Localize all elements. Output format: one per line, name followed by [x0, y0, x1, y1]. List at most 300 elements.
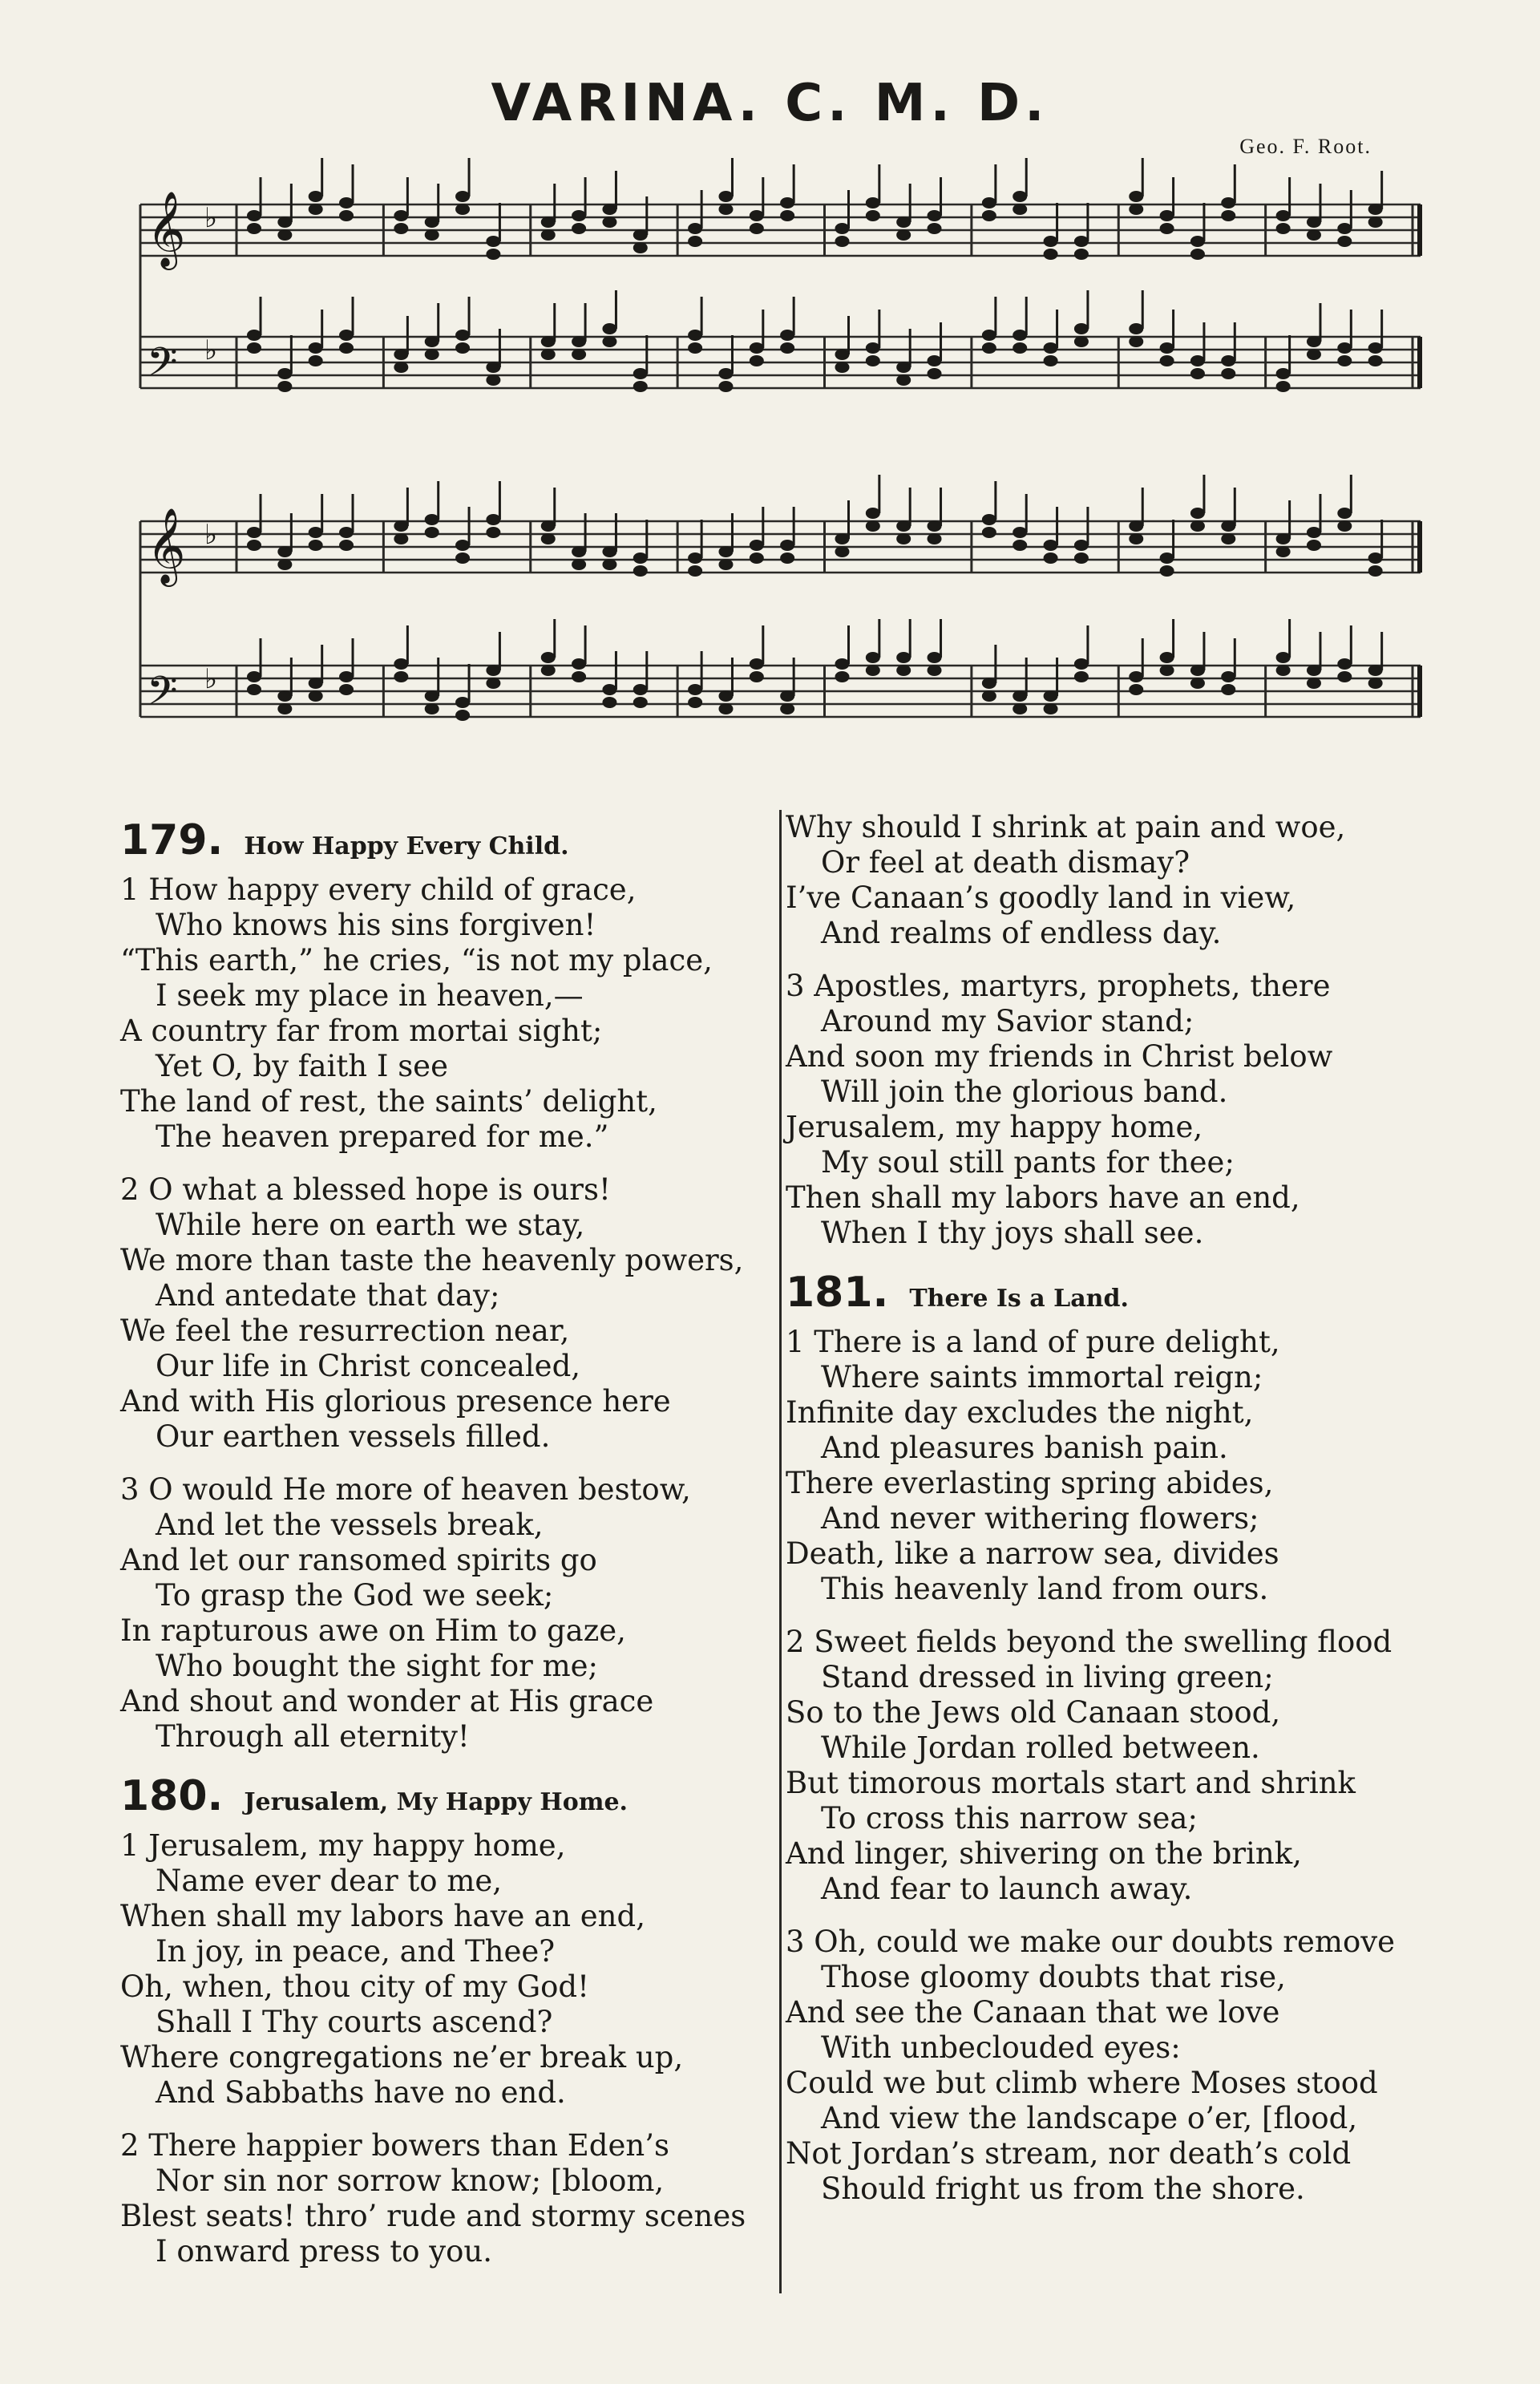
verse-line: Could we but climb where Moses stood: [786, 2066, 1378, 2100]
verse-line: 2 Sweet fields beyond the swelling flood: [786, 1625, 1392, 1659]
verse-line: To cross this narrow sea;: [821, 1801, 1198, 1836]
left-column: [120, 810, 778, 2287]
note-head: [602, 684, 616, 695]
note-head: [835, 658, 850, 670]
note-head: [866, 665, 880, 676]
note-head: [1044, 703, 1058, 714]
verse-line: 3 O would He more of heaven bestow,: [120, 1472, 691, 1507]
note-head: [896, 374, 911, 386]
note-head: [1368, 342, 1383, 354]
final-bar-thick: [1417, 204, 1422, 256]
note-head: [750, 552, 764, 564]
verse-line: Why should I shrink at pain and woe,: [786, 810, 1346, 844]
flat-icon: ♭: [204, 663, 218, 695]
column-divider: [779, 810, 782, 2293]
note-head: [928, 533, 942, 544]
verse-line: And never withering flowers;: [821, 1501, 1259, 1536]
stanza: [120, 1472, 778, 1755]
note-head: [247, 223, 261, 234]
note-head: [1129, 520, 1143, 532]
note-head: [339, 210, 354, 221]
note-head: [455, 540, 470, 551]
right-column: [786, 810, 1443, 2224]
note-head: [1160, 223, 1174, 234]
verse-line: And with His glorious presence here: [120, 1384, 671, 1419]
stanza: [786, 1925, 1443, 2207]
note-head: [928, 368, 942, 379]
verse-line: I seek my place in heaven,—: [156, 978, 584, 1013]
note-head: [1276, 665, 1291, 676]
note-head: [835, 223, 850, 234]
stanza: [120, 1828, 778, 2111]
note-head: [688, 223, 702, 234]
verse-line: And linger, shivering on the brink,: [786, 1836, 1302, 1871]
note-head: [688, 697, 702, 708]
verse-line: Through all eternity!: [156, 1719, 470, 1754]
note-head: [1368, 217, 1383, 228]
note-head: [486, 665, 500, 676]
note-head: [1160, 665, 1174, 676]
note-head: [718, 690, 733, 702]
verse-line: There everlasting spring abides,: [786, 1466, 1274, 1500]
note-head: [394, 658, 408, 670]
note-head: [455, 191, 470, 202]
note-head: [750, 355, 764, 366]
note-head: [1129, 336, 1143, 347]
note-head: [602, 217, 616, 228]
note-head: [1160, 552, 1174, 564]
note-head: [688, 330, 702, 341]
note-head: [780, 703, 794, 714]
note-head: [835, 236, 850, 247]
verse-line: This heavenly land from ours.: [821, 1572, 1269, 1606]
note-head: [1368, 565, 1383, 577]
verse-line: 1 How happy every child of grace,: [120, 872, 637, 907]
note-head: [1190, 520, 1205, 532]
note-head: [1190, 355, 1205, 366]
note-head: [572, 546, 586, 557]
note-head: [1074, 552, 1089, 564]
note-head: [718, 368, 733, 379]
note-head: [718, 703, 733, 714]
verse-line: We more than taste the heavenly powers,: [120, 1243, 744, 1277]
treble-clef-icon: 𝄞: [147, 191, 186, 267]
note-head: [1337, 508, 1352, 519]
note-head: [1044, 540, 1058, 551]
note-head: [425, 217, 439, 228]
note-head: [866, 197, 880, 208]
note-head: [1074, 336, 1089, 347]
note-head: [1044, 249, 1058, 260]
note-head: [486, 362, 500, 373]
note-head: [1129, 191, 1143, 202]
verse-line: The land of rest, the saints’ delight,: [120, 1084, 657, 1119]
note-head: [486, 249, 500, 260]
note-head: [486, 236, 500, 247]
note-head: [750, 671, 764, 682]
note-head: [780, 552, 794, 564]
note-head: [835, 546, 850, 557]
note-head: [633, 684, 648, 695]
note-head: [572, 671, 586, 682]
note-head: [1190, 249, 1205, 260]
note-head: [277, 546, 292, 557]
note-head: [541, 533, 556, 544]
note-head: [425, 514, 439, 525]
final-bar-thick: [1417, 666, 1422, 717]
verse-line: I’ve Canaan’s goodly land in view,: [786, 880, 1296, 915]
verse-line: 1 Jerusalem, my happy home,: [120, 1828, 566, 1863]
music-score: [0, 0, 1540, 786]
verse-line: And see the Canaan that we love: [786, 1995, 1280, 2030]
note-head: [1307, 336, 1321, 347]
note-head: [1337, 658, 1352, 670]
note-head: [277, 559, 292, 570]
note-head: [928, 665, 942, 676]
note-head: [633, 381, 648, 392]
note-head: [1221, 210, 1235, 221]
note-head: [309, 355, 323, 366]
note-head: [866, 210, 880, 221]
verse-line: And pleasures banish pain.: [821, 1431, 1228, 1465]
verse-line: Not Jordan’s stream, nor death’s cold: [786, 2136, 1352, 2171]
note-head: [750, 342, 764, 354]
verse-line: And Sabbaths have no end.: [156, 2075, 566, 2110]
verse-line: To grasp the God we seek;: [156, 1578, 554, 1613]
verse-line: My soul still pants for thee;: [821, 1145, 1235, 1180]
note-head: [1276, 368, 1291, 379]
note-head: [718, 191, 733, 202]
note-head: [1160, 210, 1174, 221]
note-head: [277, 229, 292, 241]
note-head: [394, 671, 408, 682]
note-head: [835, 349, 850, 360]
note-head: [835, 362, 850, 373]
note-head: [339, 330, 354, 341]
verse-line: Our life in Christ concealed,: [156, 1349, 581, 1383]
note-head: [1190, 368, 1205, 379]
hymn-number: 180.: [120, 1772, 224, 1820]
note-head: [1160, 652, 1174, 663]
note-head: [572, 336, 586, 347]
note-head: [1221, 197, 1235, 208]
final-bar-thick: [1417, 337, 1422, 388]
note-head: [247, 342, 261, 354]
note-head: [1129, 684, 1143, 695]
verse-line: And shout and wonder at His grace: [120, 1684, 654, 1718]
verse-line: Nor sin nor sorrow know; [bloom,: [156, 2163, 665, 2198]
note-head: [896, 665, 911, 676]
verse-line: And let our ransomed spirits go: [120, 1543, 597, 1577]
note-head: [455, 204, 470, 215]
note-head: [1044, 236, 1058, 247]
note-head: [277, 703, 292, 714]
note-head: [1337, 223, 1352, 234]
note-head: [1337, 520, 1352, 532]
note-head: [486, 527, 500, 538]
note-head: [309, 690, 323, 702]
note-head: [1221, 533, 1235, 544]
note-head: [896, 217, 911, 228]
note-head: [1074, 249, 1089, 260]
note-head: [1190, 508, 1205, 519]
note-head: [928, 520, 942, 532]
verse-line: “This earth,” he cries, “is not my place,: [120, 943, 713, 977]
note-head: [309, 527, 323, 538]
stanza: [120, 2128, 778, 2269]
verse-line: Or feel at death dismay?: [821, 845, 1190, 880]
hymn-title: There Is a Land.: [909, 1285, 1129, 1313]
note-head: [572, 658, 586, 670]
note-head: [455, 330, 470, 341]
note-head: [780, 342, 794, 354]
note-head: [1276, 210, 1291, 221]
note-head: [394, 520, 408, 532]
note-head: [1221, 684, 1235, 695]
note-head: [982, 342, 996, 354]
note-head: [1013, 191, 1027, 202]
note-head: [394, 223, 408, 234]
verse-line: While here on earth we stay,: [156, 1208, 585, 1242]
note-head: [866, 508, 880, 519]
note-head: [1129, 533, 1143, 544]
note-head: [1307, 217, 1321, 228]
note-head: [780, 540, 794, 551]
note-head: [1337, 342, 1352, 354]
note-head: [247, 684, 261, 695]
note-head: [1190, 678, 1205, 689]
note-head: [1368, 678, 1383, 689]
note-head: [896, 533, 911, 544]
note-head: [896, 520, 911, 532]
note-head: [718, 381, 733, 392]
note-head: [1160, 565, 1174, 577]
note-head: [780, 330, 794, 341]
note-head: [541, 229, 556, 241]
note-head: [982, 330, 996, 341]
note-head: [928, 652, 942, 663]
verse-line: Jerusalem, my happy home,: [786, 1110, 1203, 1144]
note-head: [780, 197, 794, 208]
hymn-180: [120, 1772, 778, 2269]
verse-line: Then shall my labors have an end,: [786, 1180, 1300, 1215]
verse-line: In joy, in peace, and Thee?: [156, 1934, 556, 1969]
note-head: [1044, 690, 1058, 702]
note-head: [896, 362, 911, 373]
note-head: [750, 223, 764, 234]
flat-icon: ♭: [204, 519, 218, 551]
note-head: [339, 197, 354, 208]
note-head: [339, 671, 354, 682]
note-head: [750, 658, 764, 670]
note-head: [982, 690, 996, 702]
note-head: [1337, 236, 1352, 247]
note-head: [982, 197, 996, 208]
verse-line: We feel the resurrection near,: [120, 1313, 570, 1348]
note-head: [1044, 552, 1058, 564]
note-head: [1276, 546, 1291, 557]
hymn-181: [786, 1269, 1443, 2207]
verse-line: Who knows his sins forgiven!: [156, 908, 596, 942]
note-head: [339, 527, 354, 538]
verse-line: I onward press to you.: [156, 2234, 493, 2269]
note-head: [394, 362, 408, 373]
stanza: [786, 810, 1443, 951]
note-head: [1013, 703, 1027, 714]
verse-line: Shall I Thy courts ascend?: [156, 2005, 553, 2039]
note-head: [1307, 229, 1321, 241]
note-head: [602, 323, 616, 334]
note-head: [455, 710, 470, 721]
flat-icon: ♭: [204, 334, 218, 366]
note-head: [780, 210, 794, 221]
stanza: [786, 1325, 1443, 1607]
note-head: [1221, 520, 1235, 532]
note-head: [1276, 381, 1291, 392]
verse-line: Should fright us from the shore.: [821, 2172, 1305, 2206]
note-head: [1337, 355, 1352, 366]
note-head: [1044, 355, 1058, 366]
note-head: [718, 546, 733, 557]
note-head: [1307, 349, 1321, 360]
note-head: [394, 533, 408, 544]
stanza: [120, 872, 778, 1155]
note-head: [277, 690, 292, 702]
note-head: [633, 552, 648, 564]
note-head: [541, 652, 556, 663]
note-head: [541, 349, 556, 360]
note-head: [633, 565, 648, 577]
note-head: [486, 374, 500, 386]
note-head: [1160, 355, 1174, 366]
note-head: [247, 330, 261, 341]
verse-line: So to the Jews old Canaan stood,: [786, 1695, 1281, 1730]
verse-line: And soon my friends in Christ below: [786, 1039, 1333, 1074]
verse-line: Infinite day excludes the night,: [786, 1395, 1254, 1430]
treble-clef-icon: 𝄞: [147, 508, 186, 584]
verse-line: And view the landscape o’er, [flood,: [821, 2101, 1358, 2135]
note-head: [309, 204, 323, 215]
note-head: [718, 559, 733, 570]
note-head: [928, 223, 942, 234]
note-head: [780, 690, 794, 702]
note-head: [1160, 342, 1174, 354]
note-head: [1074, 658, 1089, 670]
note-head: [541, 665, 556, 676]
note-head: [425, 336, 439, 347]
flat-icon: ♭: [204, 202, 218, 234]
note-head: [1074, 323, 1089, 334]
note-head: [750, 540, 764, 551]
note-head: [1276, 652, 1291, 663]
note-head: [1368, 355, 1383, 366]
note-head: [1368, 204, 1383, 215]
note-head: [602, 559, 616, 570]
note-head: [602, 697, 616, 708]
verse-line: Who bought the sight for me;: [156, 1649, 599, 1683]
verse-line: But timorous mortals start and shrink: [786, 1766, 1356, 1800]
verse-line: In rapturous awe on Him to gaze,: [120, 1613, 626, 1648]
note-head: [1307, 678, 1321, 689]
note-head: [247, 540, 261, 551]
stanza: [120, 1172, 778, 1455]
note-head: [688, 236, 702, 247]
note-head: [896, 229, 911, 241]
note-head: [425, 690, 439, 702]
note-head: [541, 336, 556, 347]
note-head: [866, 355, 880, 366]
note-head: [425, 703, 439, 714]
note-head: [688, 684, 702, 695]
note-head: [425, 229, 439, 241]
note-head: [718, 204, 733, 215]
note-head: [309, 191, 323, 202]
note-head: [835, 671, 850, 682]
note-head: [277, 368, 292, 379]
note-head: [1074, 236, 1089, 247]
stanza: [786, 1625, 1443, 1907]
note-head: [572, 559, 586, 570]
note-head: [1044, 342, 1058, 354]
note-head: [1276, 223, 1291, 234]
note-head: [1129, 323, 1143, 334]
stanza: [786, 969, 1443, 1251]
verse-line: 3 Apostles, martyrs, prophets, there: [786, 969, 1331, 1003]
note-head: [1129, 671, 1143, 682]
note-head: [1074, 540, 1089, 551]
note-head: [572, 349, 586, 360]
hymn-number: 179.: [120, 816, 224, 864]
note-head: [1190, 665, 1205, 676]
note-head: [602, 204, 616, 215]
note-head: [486, 678, 500, 689]
note-head: [1013, 540, 1027, 551]
note-head: [1368, 665, 1383, 676]
note-head: [1337, 671, 1352, 682]
note-head: [1368, 552, 1383, 564]
note-head: [541, 217, 556, 228]
note-head: [309, 540, 323, 551]
verse-line: When I thy joys shall see.: [821, 1216, 1204, 1250]
note-head: [982, 514, 996, 525]
note-head: [1013, 690, 1027, 702]
note-head: [425, 349, 439, 360]
note-head: [928, 355, 942, 366]
verse-line: A country far from mortai sight;: [120, 1014, 603, 1048]
note-head: [1307, 527, 1321, 538]
note-head: [277, 217, 292, 228]
note-head: [1221, 368, 1235, 379]
note-head: [309, 342, 323, 354]
hymn-179: [120, 816, 778, 1755]
verse-line: When shall my labors have an end,: [120, 1899, 645, 1933]
note-head: [633, 368, 648, 379]
note-head: [602, 336, 616, 347]
note-head: [247, 527, 261, 538]
note-head: [1013, 527, 1027, 538]
note-head: [339, 540, 354, 551]
note-head: [1221, 355, 1235, 366]
note-head: [866, 520, 880, 532]
verse-line: 2 O what a blessed hope is ours!: [120, 1172, 611, 1207]
note-head: [277, 381, 292, 392]
verse-line: And antedate that day;: [156, 1278, 500, 1313]
note-head: [572, 210, 586, 221]
note-head: [866, 342, 880, 354]
note-head: [896, 652, 911, 663]
note-head: [572, 223, 586, 234]
note-head: [455, 697, 470, 708]
